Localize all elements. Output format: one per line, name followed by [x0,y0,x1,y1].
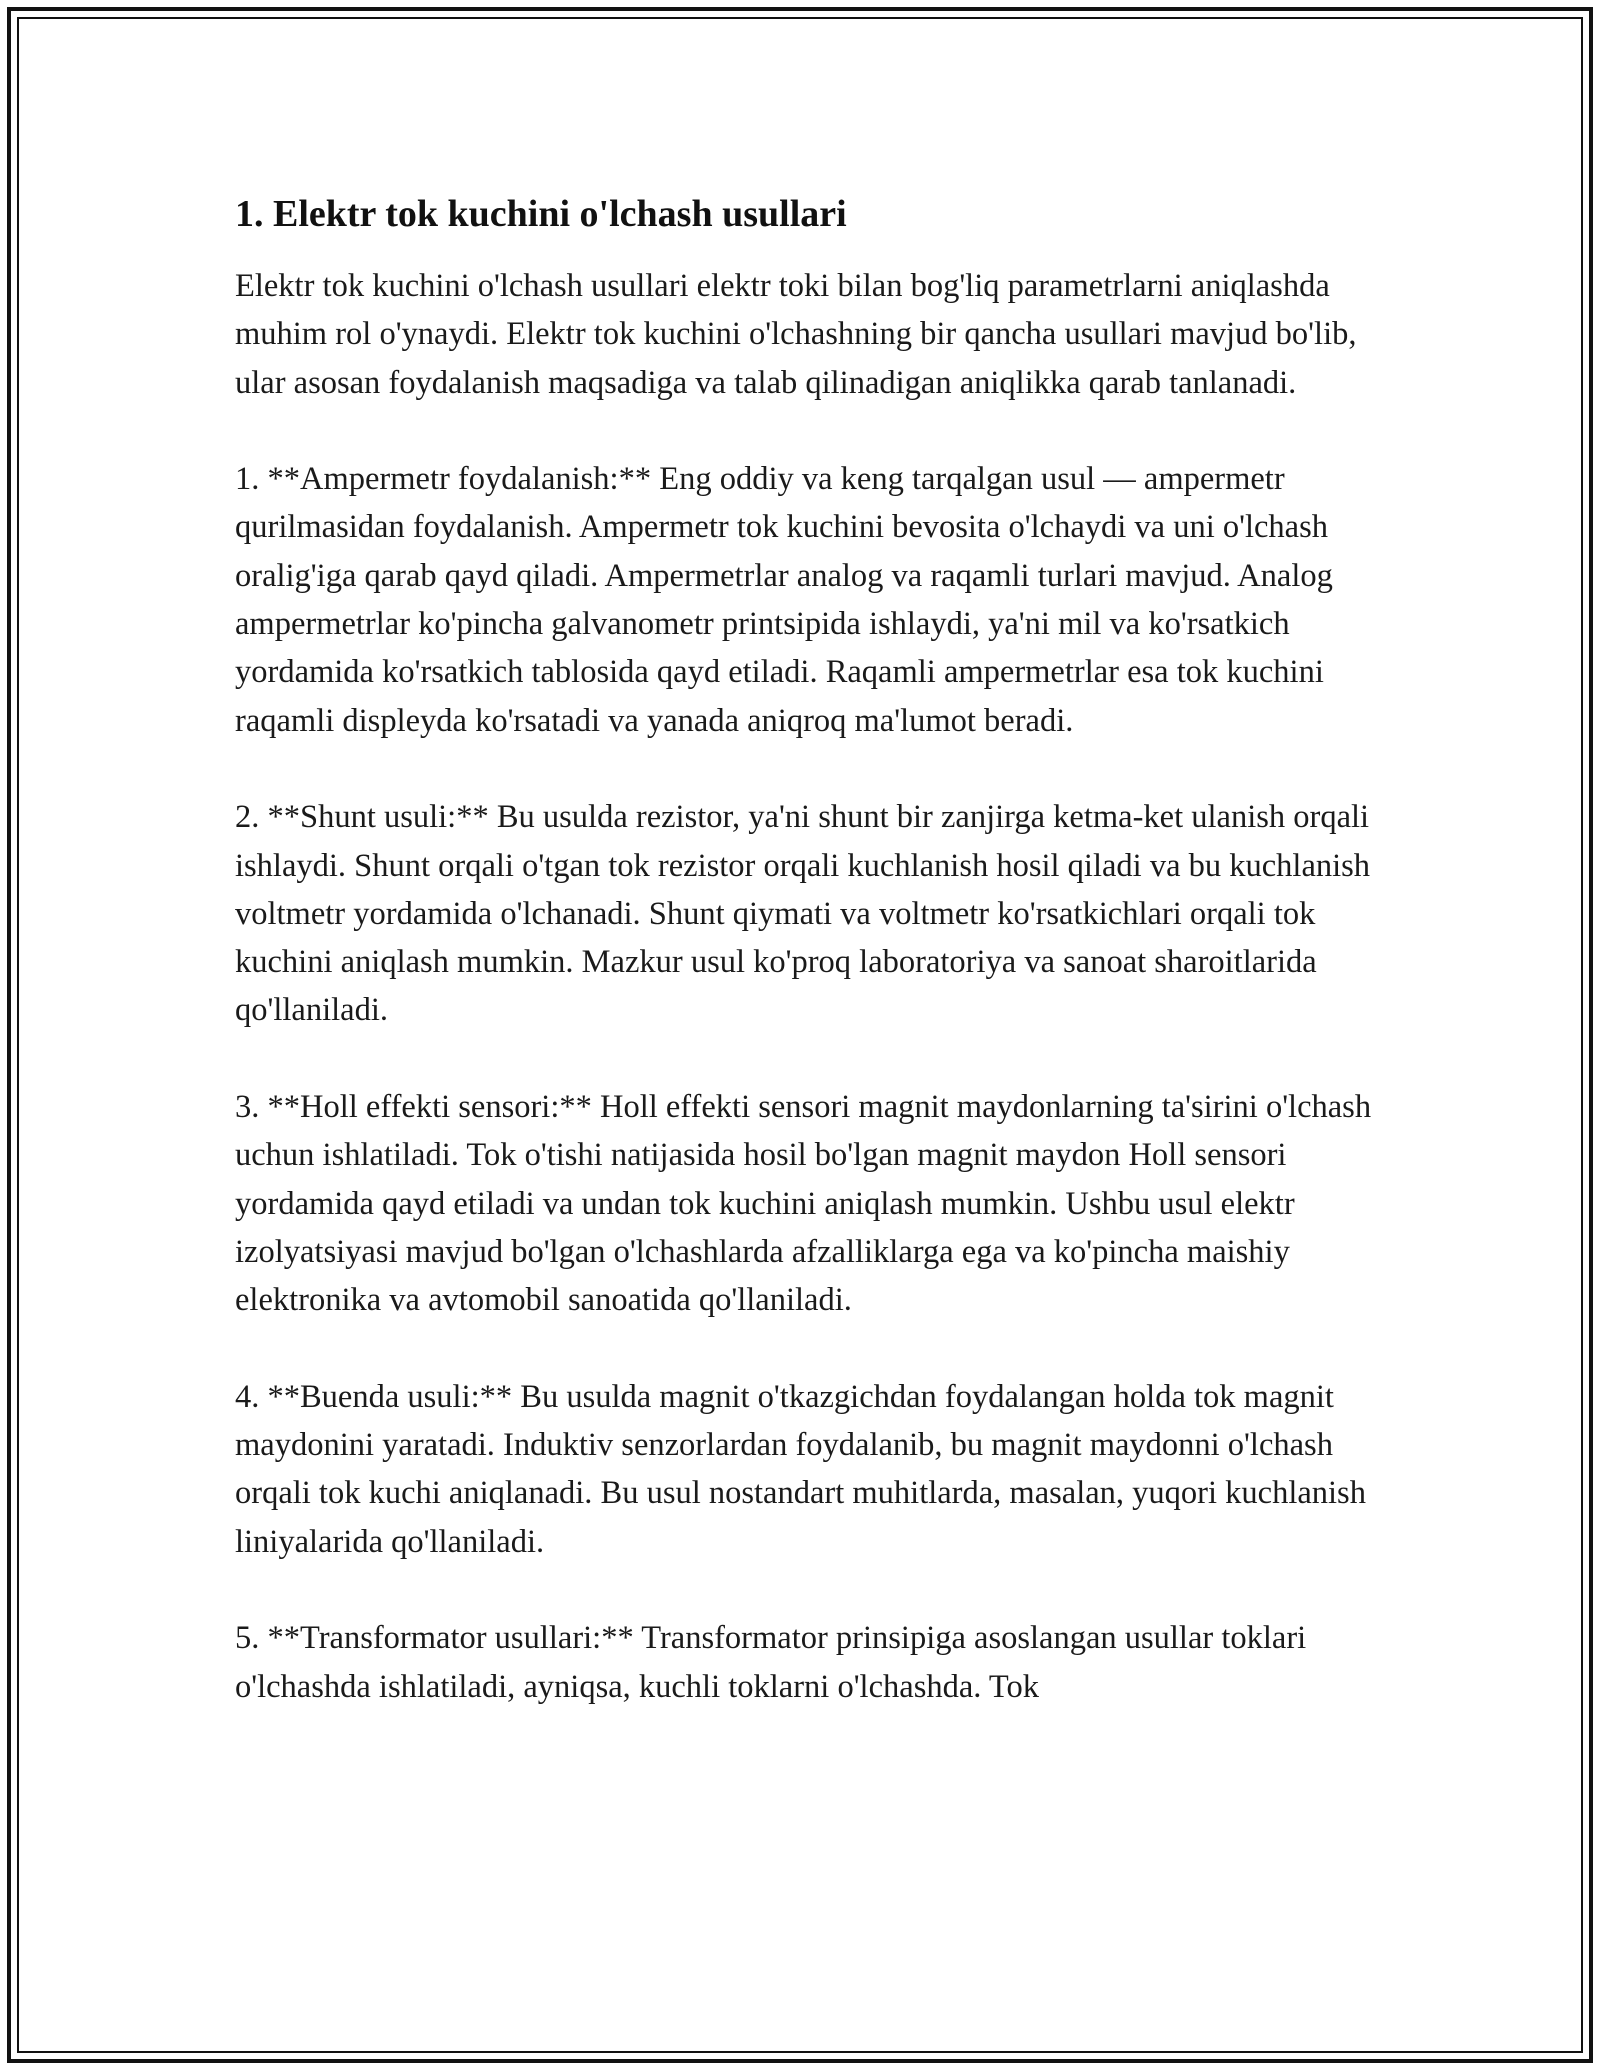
document-heading: 1. Elektr tok kuchini o'lchash usullari [235,193,847,235]
method-transformer-paragraph: 5. **Transformator usullari:** Transformator prinsipiga asoslangan usullar toklari o'lchashda ishlatiladi, ayniqsa, kuchli toklarni o'lchashda. Tok [235,1620,1307,1705]
method-ammeter-paragraph: 1. **Ampermetr foydalanish:** Eng oddiy va keng tarqalgan usul — ampermetr qurilmasidan foydalanish. Ampermetr tok kuchini bevosita o'lchaydi va uni o'lchash oralig'iga qarab qayd qiladi. Ampermetrlar analog va raqamli turlari mavjud. Analog ampermetrlar ko'pincha galvanometr printsipida ishlaydi, ya'ni mil va ko'rsatkich yordamida ko'rsatkich tablosida qayd etiladi. Raqamli ampermetrlar esa tok kuchini raqamli displeyda ko'rsatadi va yanada aniqroq ma'lumot beradi. [235,461,1333,739]
method-buenda-paragraph: 4. **Buenda usuli:** Bu usulda magnit o'tkazgichdan foydalangan holda tok magnit maydonini yaratadi. Induktiv senzorlardan foydalanib, bu magnit maydonni o'lchash orqali tok kuchi aniqlanadi. Bu usul nostandart muhitlarda, masalan, yuqori kuchlanish liniyalarida qo'llaniladi. [235,1378,1366,1560]
method-shunt-paragraph: 2. **Shunt usuli:** Bu usulda rezistor, ya'ni shunt bir zanjirga ketma-ket ulanish orqali ishlaydi. Shunt orqali o'tgan tok rezistor orqali kuchlanish hosil qiladi va bu kuchlanish voltmetr yordamida o'lchanadi. Shunt qiymati va voltmetr ko'rsatkichlari orqali tok kuchini aniqlash mumkin. Mazkur usul ko'proq laboratoriya va sanoat sharoitlarida qo'llaniladi. [235,799,1371,1029]
intro-paragraph: Elektr tok kuchini o'lchash usullari elektr toki bilan bog'liq parametrlarni aniqlashda muhim rol o'ynaydi. Elektr tok kuchini o'lchashning bir qancha usullari mavjud bo'lib, ular asosan foydalanish maqsadiga va talab qilinadigan aniqlikka qarab tanlanadi. [235,268,1357,401]
document-body [235,188,1375,1711]
method-hall-sensor-paragraph: 3. **Holl effekti sensori:** Holl effekti sensori magnit maydonlarning ta'sirini o'lchash uchun ishlatiladi. Tok o'tishi natijasida hosil bo'lgan magnit maydon Holl sensori yordamida qayd etiladi va undan tok kuchini aniqlash mumkin. Ushbu usul elektr izolyatsiyasi mavjud bo'lgan o'lchashlarda afzalliklarga ega va ko'pincha maishiy elektronika va avtomobil sanoatida qo'llaniladi. [235,1089,1372,1319]
